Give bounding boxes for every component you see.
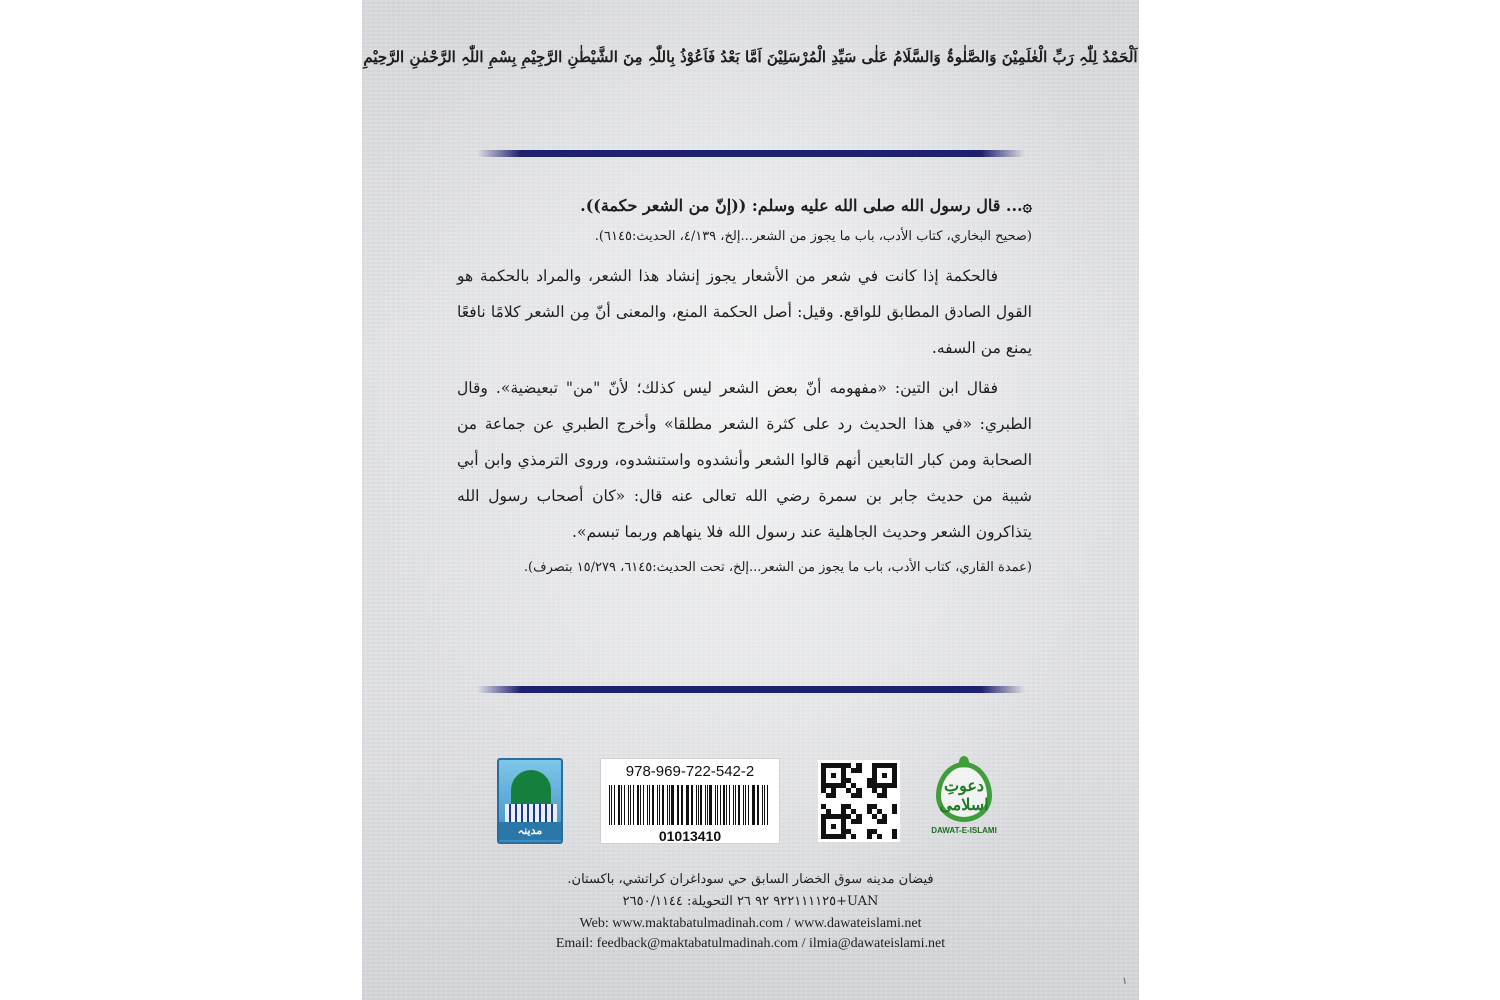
green-dome-icon [511, 770, 551, 804]
barcode-bar [767, 785, 768, 825]
hadith-quote: ۞... قال رسول الله صلى الله عليه وسلم: ((إنّ من الشعر حكمة)). [580, 196, 1032, 215]
barcode-bar [705, 785, 706, 825]
barcode-bar [696, 785, 697, 825]
publisher-address: فيضان مدينه سوق الخضار السابق حي سوداغران كراتشي، باكستان. [567, 872, 934, 887]
barcode-bar [686, 785, 687, 825]
qr-code [818, 760, 900, 842]
publisher-phone: UAN+٩٢٢١١١١٢٥ ٩٢ ٢٦ التحويلة: ٢٦٥٠/١١٤٤ [622, 894, 879, 909]
qr-code-pattern [821, 763, 897, 839]
maktaba-logo [497, 758, 563, 844]
publisher-email: Email: feedback@maktabatulmadinah.com / ilmia@dawateislami.net [555, 936, 946, 951]
barcode-bar [764, 785, 765, 825]
barcode-number: 01013410 [658, 828, 722, 844]
barcode-bar [738, 785, 740, 825]
barcode-bar [709, 785, 711, 825]
main-text [457, 196, 1032, 588]
barcode-bar [643, 785, 644, 825]
barcode-bar [729, 785, 730, 825]
barcode-bar [667, 785, 668, 825]
barcode-bar [609, 785, 610, 825]
barcode-bar [640, 785, 641, 825]
barcode-bar [757, 785, 759, 825]
dawat-e-islami-logo [926, 756, 1002, 846]
isbn-barcode [600, 758, 780, 844]
barcode-bar [614, 785, 615, 825]
barcode-bar [671, 785, 673, 825]
barcode-bar [657, 785, 658, 825]
barcode-bar [700, 785, 701, 825]
barcode-bar [678, 785, 679, 825]
barcode-bars [609, 785, 771, 825]
logos-row [362, 756, 1139, 846]
barcode-bar [691, 785, 693, 825]
barcode-bar [687, 785, 688, 825]
barcode-bar [647, 785, 648, 825]
barcode-bar [669, 785, 670, 825]
corner-mark: ١ [1122, 976, 1128, 987]
barcode-bar [624, 785, 625, 825]
barcode-bar [752, 785, 753, 825]
barcode-bar [633, 785, 634, 825]
barcode-bar [717, 785, 718, 825]
hadith-reference: (صحيح البخاري، كتاب الأدب، باب ما يجوز من الشعر...إلخ، ٤/١٣٩، الحديث:٦١٤٥). [594, 229, 1032, 244]
barcode-bar [743, 785, 744, 825]
barcode-bar [659, 785, 660, 825]
basmala-header: اَلْحَمْدُ لِلّٰہِ رَبِّ الْعٰلَمِیْنَ وَالصَّلٰوۃُ وَالسَّلَامُ عَلٰی سَیِّدِ الْمُرْسَلِیْنَ اَمَّا بَعْدُ فَاَعُوْذُ بِاللّٰہِ مِنَ الشَّیْطٰنِ الرَّجِیْمِ بِسْمِ اللّٰہِ الرَّحْمٰنِ الرَّحِیْمِ [363, 48, 1138, 66]
publisher-web: Web: www.maktabatulmadinah.com / www.dawateislami.net [579, 916, 922, 931]
barcode-bar [677, 785, 678, 825]
barcode-bar [630, 785, 631, 825]
paragraph-1: فالحكمة إذا كانت في شعر من الأشعار يجوز إنشاد هذا الشعر، والمراد بالحكمة هو القول الصادق المطابق للواقع. وقيل: أصل الحكمة المنع، والمعنى أنّ مِن الشعر كلامًا نافعًا يمنع من السفه. [457, 267, 1032, 357]
barcode-bar [637, 785, 639, 825]
barcode-bar [652, 785, 654, 825]
barcode-bar [748, 785, 749, 825]
book-back-cover [362, 0, 1139, 1000]
barcode-bar [715, 785, 716, 825]
paragraph-2: فقال ابن التين: «مفهومه أنّ بعض الشعر ليس كذلك؛ لأنّ "من" تبعيضية». وقال الطبري: «في هذا الحديث رد على كثرة الشعر مطلقا» وأخرج الطبري عن جماعة من الصحابة ومن كبار التابعين أنهم قالوا الشعر وأنشدوه واستنشدوه، وروى الترمذي وابن أبي شيبة من حديث جابر بن سمرة رضي الله تعالى عنه قال: «كان أصحاب رسول الله يتذاكرون الشعر وحديث الجاهلية عند رسول الله فلا ينهاهم وربما تبسم». [457, 379, 1032, 541]
logo-calligraphy: دعوتِ اسلامی [939, 776, 989, 814]
barcode-bar [720, 785, 721, 825]
barcode-bar [733, 785, 734, 825]
barcode-bar [662, 785, 663, 825]
barcode-bar [628, 785, 629, 825]
barcode-bar [707, 785, 708, 825]
maktaba-logo-label: مدینہ [499, 822, 561, 840]
barcode-bar [611, 785, 612, 825]
paragraph-2-reference: (عمدة القاري، كتاب الأدب، باب ما يجوز من الشعر...إلخ، تحت الحديث:٦١٤٥، ١٥/٢٧٩ بتصرف). [523, 560, 1032, 575]
barcode-bar [698, 785, 699, 825]
barcode-bar [745, 785, 746, 825]
top-divider [477, 150, 1025, 157]
barcode-bar [621, 785, 622, 825]
barcode-bar [726, 785, 727, 825]
logo-text: DAWAT-E-ISLAMI [931, 826, 997, 835]
qr-module [892, 834, 897, 839]
bottom-divider [477, 686, 1025, 693]
barcode-bar [649, 785, 650, 825]
barcode-bar [618, 785, 620, 825]
barcode-bar [681, 785, 682, 825]
barcode-bar [723, 785, 724, 825]
barcode-bar [762, 785, 763, 825]
isbn-number: 978-969-722-542-2 [625, 763, 755, 780]
barcode-bar [753, 785, 754, 825]
mosque-base-icon [505, 804, 557, 822]
barcode-bar [735, 785, 736, 825]
